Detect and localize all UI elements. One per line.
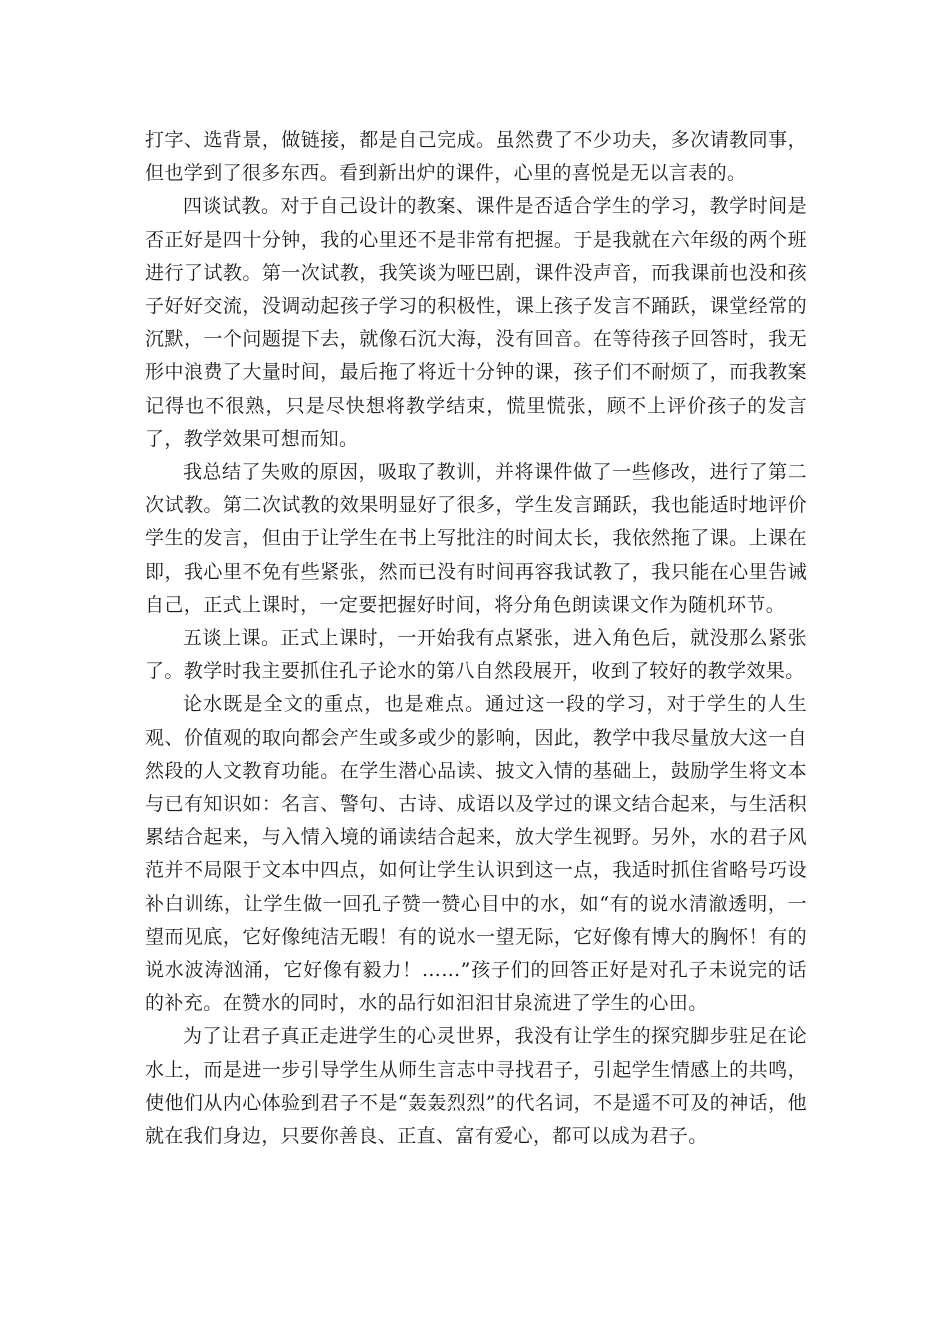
paragraph-2: 四谈试教。对于自己设计的教案、课件是否适合学生的学习，教学时间是否正好是四十分钟，我的心里还不是非常有把握。于是我就在六年级的两个班进行了试教。第一次试教，我笑谈为哑巴剧，课件没声音，而我课前也没和孩子好好交流，没调动起孩子学习的积极性，课上孩子发言不踊跃，课堂经常的沉默，一个问题提下去，就像石沉大海，没有回音。在等待孩子回答时，我无形中浪费了大量时间，最后拖了将近十分钟的课，孩子们不耐烦了，而我教案记得也不很熟，只是尽快想将教学结束，慌里慌张，顾不上评价孩子的发言了，教学效果可想而知。 — [145, 195, 807, 450]
paragraph-3: 我总结了失败的原因，吸取了教训，并将课件做了一些修改，进行了第二次试教。第二次试教的效果明显好了很多，学生发言踊跃，我也能适时地评价学生的发言，但由于让学生在书上写批注的时间太长，我依然拖了课。上课在即，我心里不免有些紧张，然而已没有时间再容我试教了，我只能在心里告诫自己，正式上课时，一定要把握好时间，将分角色朗读课文作为随机环节。 — [145, 461, 807, 616]
paragraph-6: 为了让君子真正走进学生的心灵世界，我没有让学生的探究脚步驻足在论水上，而是进一步引导学生从师生言志中寻找君子，引起学生情感上的共鸣，使他们从内心体验到君子不是“轰轰烈烈”的代名词，不是遥不可及的神话，他就在我们身边，只要你善良、正直、富有爱心，都可以成为君子。 — [145, 1025, 807, 1148]
paragraph-5: 论水既是全文的重点，也是难点。通过这一段的学习，对于学生的人生观、价值观的取向都会产生或多或少的影响，因此，教学中我尽量放大这一自然段的人文教育功能。在学生潜心品读、披文入情的基础上，鼓励学生将文本与已有知识如：名言、警句、古诗、成语以及学过的课文结合起来，与生活积累结合起来，与入情入境的诵读结合起来，放大学生视野。另外，水的君子风范并不局限于文本中四点，如何让学生认识到这一点，我适时抓住省略号巧设补白训练，让学生做一回孔子赞一赞心目中的水，如“有的说水清澈透明，一望而见底，它好像纯洁无暇！有的说水一望无际，它好像有博大的胸怀！有的说水波涛汹涌，它好像有毅力！……”孩子们的回答正好是对孔子未说完的话的补充。在赞水的同时，水的品行如汩汩甘泉流进了学生的心田。 — [145, 693, 807, 1015]
paragraph-4: 五谈上课。正式上课时，一开始我有点紧张，进入角色后，就没那么紧张了。教学时我主要抓住孔子论水的第八自然段展开，收到了较好的教学效果。 — [145, 627, 807, 683]
document-body — [145, 124, 807, 1153]
paragraph-1: 打字、选背景，做链接，都是自己完成。虽然费了不少功夫，多次请教同事，但也学到了很多东西。看到新出炉的课件，心里的喜悦是无以言表的。 — [145, 129, 807, 185]
